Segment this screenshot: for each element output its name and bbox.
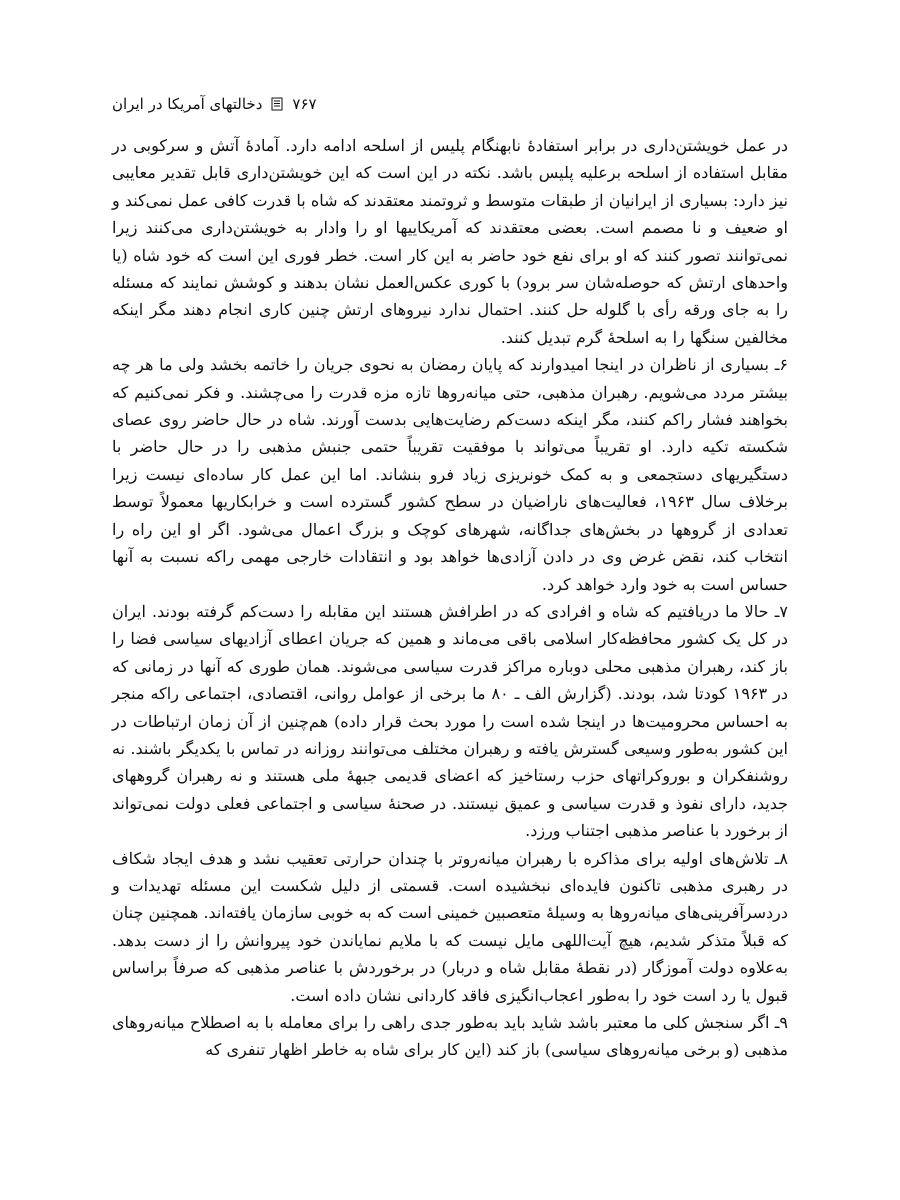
paragraph: ۷ـ حالا ما دریافتیم که شاه و افرادی که در اطرافش هستند این مقابله را دست‌کم گرفته بودند. ایران در کل یک کشور محافظه‌کار اسلامی باقی می‌ماند و همین که جریان اعطای آزادیهای سیاسی فضا را باز کند، رهبران مذهبی محلی دوباره مراکز قدرت سیاسی می‌شوند. همان طوری که آنها در زمانی که در ۱۹۶۳ کودتا شد، بودند. (گزارش الف ـ ۸۰ ما برخی از عوامل روانی، اقتصادی، اجتماعی راکه منجر به احساس محرومیت‌ها در اینجا شده است را مورد بحث قرار داده) هم‌چنین از آن زمان ارتباطات در این کشور به‌طور وسیعی گسترش یافته و رهبران مختلف می‌توانند روزانه در تماس با یکدیگر باشند. نه روشنفکران و بوروکراتهای حزب رستاخیز که اعضای قدیمی جبههٔ ملی هستند و نه رهبران گروههای جدید، دارای نفوذ و قدرت سیاسی و عمیق نیستند. در صحنهٔ سیاسی و اجتماعی فعلی دولت نمی‌تواند از برخورد با عناصر مذهبی اجتناب ورزد.: [112, 601, 788, 841]
book-icon: [270, 97, 284, 111]
document-page: [112, 90, 788, 1064]
page-number: ۷۶۷: [292, 95, 317, 113]
paragraph: ۶ـ بسیاری از ناظران در اینجا امیدوارند که پایان رمضان به نحوی جریان را خاتمه بخشد ولی ما هر چه بیشتر مردد می‌شویم. رهبران مذهبی، حتی میانه‌روها تازه مزه قدرت را می‌چشند. و فکر نمی‌کنیم که بخواهند فشار راکم کنند، مگر اینکه دست‌کم رضایت‌هایی بدست آورند. شاه در حال حاضر روی عصای شکسته تکیه دارد. او تقریباً می‌تواند با موفقیت تقریباً حتمی جنبش مذهبی را در حال حاضر با دستگیریهای دستجمعی و به کمک خونریزی زیاد فرو بنشاند. اما این عمل کار ساده‌ای نیست زیرا برخلاف سال ۱۹۶۳، فعالیت‌های ناراضیان در سطح کشور گسترده است و خرابکاریها معمولاً توسط تعدادی از گروهها در بخش‌های جداگانه، شهرهای کوچک و بزرگ اعمال می‌شود. اگر او این راه را انتخاب کند، نقض غرض وی در دادن آزادی‌ها خواهد بود و انتقادات خارجی مهمی راکه نسبت به آنها حساس است به خود وارد خواهد کرد.: [112, 355, 789, 594]
paragraph: ۸ـ تلاش‌های اولیه برای مذاکره با رهبران میانه‌روتر با چندان حرارتی تعقیب نشد و هدف ایجاد شکاف در رهبری مذهبی تاکنون فایده‌ای نبخشیده است. قسمتی از دلیل شکست این مسئله تهدیدات و دردسرآفرینی‌های میانه‌روها به وسیلهٔ متعصبین خمینی است که به خوبی سازمان یافته‌اند. همچنین چنان که قبلاً متذکر شدیم، هیچ آیت‌اللهی مایل نیست که با ملایم نمایاندن خود پیروانش را از دست بدهد. به‌علاوه دولت آموزگار (در نقطهٔ مقابل شاه و دربار) در برخوردش با عناصر مذهبی که صرفاً براساس قبول یا رد است خود را به‌طور اعجاب‌انگیزی فاقد کاردانی نشان داده است.: [112, 848, 788, 1005]
running-header-title: دخالتهای آمریکا در ایران: [112, 95, 263, 113]
body-text: [112, 132, 788, 1064]
running-header: [112, 90, 788, 118]
paragraph: ۹ـ اگر سنجش کلی ما معتبر باشد شاید باید به‌طور جدی راهی را برای معامله با به اصطلاح میانه‌روهای مذهبی (و برخی میانه‌روهای سیاسی) باز کند (این کار برای شاه به خاطر اظهار تنفری که: [112, 1013, 788, 1060]
paragraph: در عمل خویشتن‌داری در برابر استفادهٔ نابهنگام پلیس از اسلحه ادامه دارد. آمادهٔ آتش و سرکوبی در مقابل استفاده از اسلحه برعلیه پلیس باشد. نکته در این است که این خویشتن‌داری قابل تقدیر معایبی نیز دارد: بسیاری از ایرانیان از طبقات متوسط و ثروتمند معتقدند که شاه با قدرت کافی عمل نمی‌کند و او ضعیف و نا مصمم است. بعضی معتقدند که آمریکاییها او را وادار به خویشتن‌داری می‌کنند زیرا نمی‌توانند تصور کنند که او برای نفع خود حاضر به این کار است. خطر فوری این است که خود شاه (یا واحدهای ارتش که حوصله‌شان سر برود) با کوری عکس‌العمل نشان بدهند و کوشش نمایند که مسئله را به جای ورقه رأی با گلوله حل کنند. احتمال ندارد نیروهای ارتش چنین کاری انجام دهند مگر اینکه مخالفین سنگها را به اسلحهٔ گرم تبدیل کنند.: [112, 136, 788, 347]
